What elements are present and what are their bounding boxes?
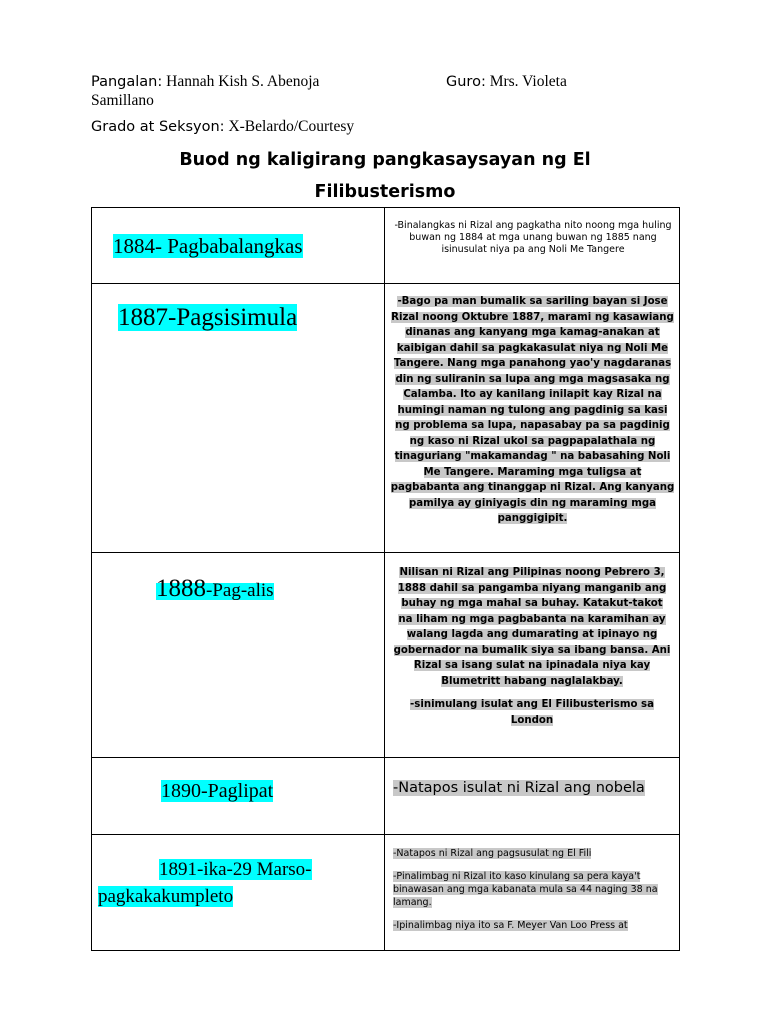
timeline-table xyxy=(91,207,680,951)
year-heading: 1887-Pagsisimula xyxy=(118,304,298,331)
table-row xyxy=(92,284,680,553)
year-number: 1888 xyxy=(156,575,206,602)
description-cell xyxy=(385,553,680,758)
year-cell xyxy=(92,284,385,553)
title-line-2: Filibusterismo xyxy=(314,182,456,202)
student-name-line xyxy=(91,72,319,92)
table-row xyxy=(92,835,680,951)
year-heading xyxy=(156,575,274,602)
year-heading: 1890-Paglipat xyxy=(161,780,274,802)
grade-section-value: X-Belardo/Courtesy xyxy=(228,118,355,135)
description-cell xyxy=(385,284,680,553)
grade-label: Grado at Seksyon: xyxy=(91,119,225,135)
grade-section-line xyxy=(91,117,354,137)
student-name: Hannah Kish S. Abenoja xyxy=(166,73,320,90)
description-text-3: -Ipinalimbag niya ito sa F. Meyer Van Loo Press at xyxy=(393,920,628,931)
description-text: -Natapos ni Rizal ang pagsusulat ng El Fili xyxy=(393,848,592,859)
table-row xyxy=(92,758,680,835)
year-cell xyxy=(92,208,385,284)
title-line-1: Buod ng kaligirang pangkasaysayan ng El xyxy=(179,150,591,170)
description-text: -Natapos isulat ni Rizal ang nobela xyxy=(393,780,645,796)
document-title xyxy=(91,144,679,208)
year-cell xyxy=(92,835,385,951)
teacher-label: Guro: xyxy=(446,74,486,90)
year-heading: 1884- Pagbabalangkas xyxy=(113,234,303,258)
table-row xyxy=(92,208,680,284)
description-text-2: -Pinalimbag ni Rizal ito kaso kinulang sa pera kaya't binawasan ang mga kabanata mula sa 44 naging 38 na lamang. xyxy=(393,871,658,908)
year-cell xyxy=(92,758,385,835)
description-text: -Bago pa man bumalik sa sariling bayan si Jose Rizal noong Oktubre 1887, marami ng kasawiang dinanas ang kanyang mga kamag-anakan at kaibigan dahil sa pagkakasulat niya ng Noli Me Tangere. Nang mga panahong yao'y nagdaranas din ng suliranin sa lupa ang mga magsasaka ng Calamba. Ito ay kanilang inilapit kay Rizal na humingi naman ng tulong ang pagdinig sa kasi ng problema sa lupa, napasabay pa sa pagdinig ng kaso ni Rizal ukol sa pagpapalathala ng tinaguriang "makamandag " na babasahing Noli Me Tangere. Maraming mga tuligsa at pagbabanta ang tinanggap ni Rizal. Ang kanyang pamilya ay giniyagis din ng maraming mga panggigipit. xyxy=(390,296,675,524)
year-heading: 1891-ika-29 Marso- xyxy=(159,859,312,880)
table-row xyxy=(92,553,680,758)
description-text: Nilisan ni Rizal ang Pilipinas noong Pebrero 3, 1888 dahil sa pangamba niyang manganib ang buhay ng mga mahal sa buhay. Katakut-takot na liham ng mga pagbabanta na karamihan ay walang lagda ang dumarating at ipinayo ng gobernador na bumalik siya sa ibang bansa. Ani Rizal sa isang sulat na ipinadala niya kay Blumetritt habang naglalakbay. xyxy=(393,567,671,687)
year-cell xyxy=(92,553,385,758)
description-cell xyxy=(385,758,680,835)
teacher-name: Mrs. Violeta xyxy=(489,73,567,90)
description-cell xyxy=(385,208,680,284)
name-label: Pangalan: xyxy=(91,74,163,90)
teacher-line xyxy=(446,72,567,92)
year-label: -Pag-alis xyxy=(206,580,274,601)
description-cell xyxy=(385,835,680,951)
description-text-2: -sinimulang isulat ang El Filibusterismo sa London xyxy=(410,699,654,726)
year-heading-cont: pagkakakumpleto xyxy=(98,886,234,907)
teacher-name-continued: Samillano xyxy=(91,92,154,109)
description-text: -Binalangkas ni Rizal ang pagkatha nito noong mga huling buwan ng 1884 at mga unang buwan ng 1885 nang isinusulat niya pa ang Noli Me Tangere xyxy=(394,220,672,255)
